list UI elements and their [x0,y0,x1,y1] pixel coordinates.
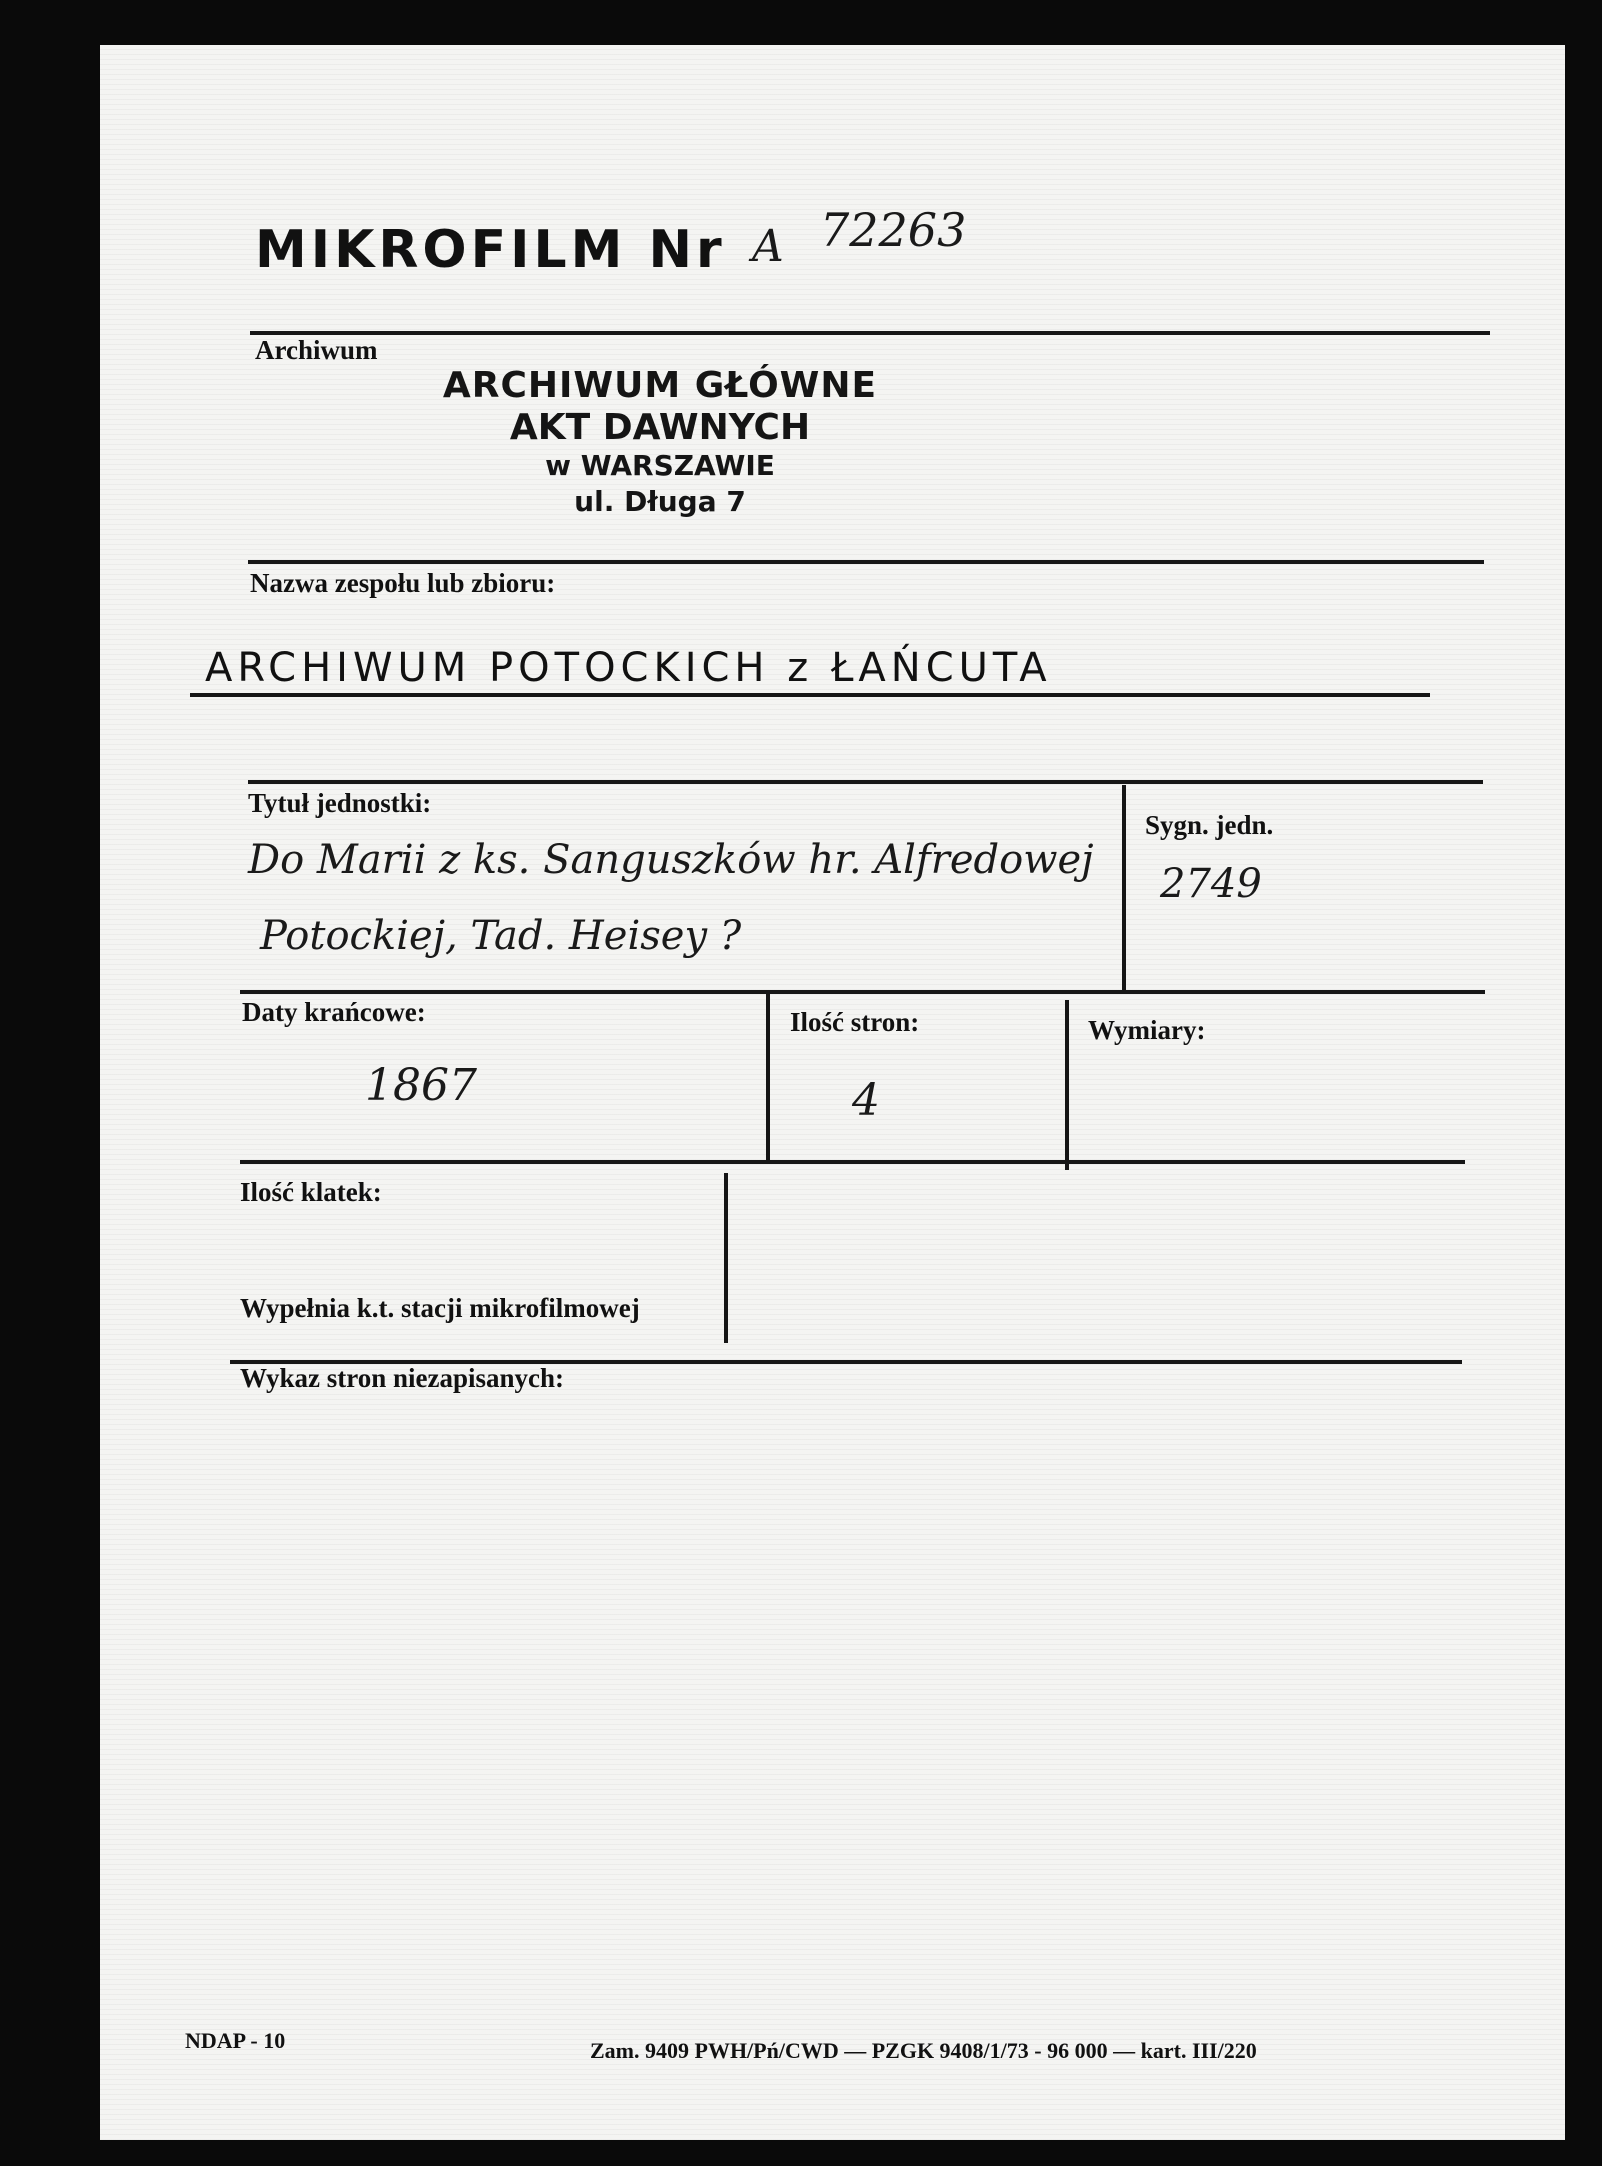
microfilm-number-prefix: A [752,221,784,272]
microfilm-number: 72263 [820,203,967,257]
form-code: NDAP - 10 [185,2028,286,2053]
archive-stamp-line4: ul. Długa 7 [574,485,746,518]
signature-value: 2749 [1160,861,1262,907]
frames-label: Ilość klatek: [240,1177,382,1207]
unit-title-line1: Do Marii z ks. Sanguszków hr. Alfredowej [248,837,1094,883]
divider [724,1173,728,1343]
pages-value: 4 [852,1075,880,1126]
divider [1065,1000,1069,1170]
archive-stamp-line2: AKT DAWNYCH [509,407,811,448]
divider [250,331,1490,335]
divider [766,990,770,1160]
dimensions-label: Wymiary: [1088,1015,1206,1045]
collection-label: Nazwa zespołu lub zbioru: [250,568,556,598]
divider [1122,785,1126,990]
archive-label: Archiwum [255,335,378,365]
divider [248,780,1483,784]
blank-pages-label: Wykaz stron niezapisanych: [240,1363,565,1393]
divider [240,990,1485,994]
microfilm-title: MIKROFILM Nr [255,220,726,280]
divider [248,560,1484,564]
divider [190,693,1430,697]
unit-title-label: Tytuł jednostki: [248,788,432,818]
station-label: Wypełnia k.t. stacji mikrofilmowej [240,1293,640,1323]
dates-label: Daty krańcowe: [242,997,426,1027]
signature-label: Sygn. jedn. [1145,810,1274,840]
dates-value: 1867 [365,1060,477,1111]
archive-stamp-line3: w WARSZAWIE [545,449,775,482]
divider [240,1160,1465,1164]
print-info: Zam. 9409 PWH/Pń/CWD — PZGK 9408/1/73 - 96 000 — kart. III/220 [590,2038,1257,2063]
collection-name: ARCHIWUM POTOCKICH z ŁAŃCUTA [205,645,1052,691]
unit-title-line2: Potockiej, Tad. Heisey ? [260,913,742,959]
microfilm-card [100,45,1565,2140]
archive-stamp-line1: ARCHIWUM GŁÓWNE [442,365,878,406]
pages-label: Ilość stron: [790,1007,920,1037]
